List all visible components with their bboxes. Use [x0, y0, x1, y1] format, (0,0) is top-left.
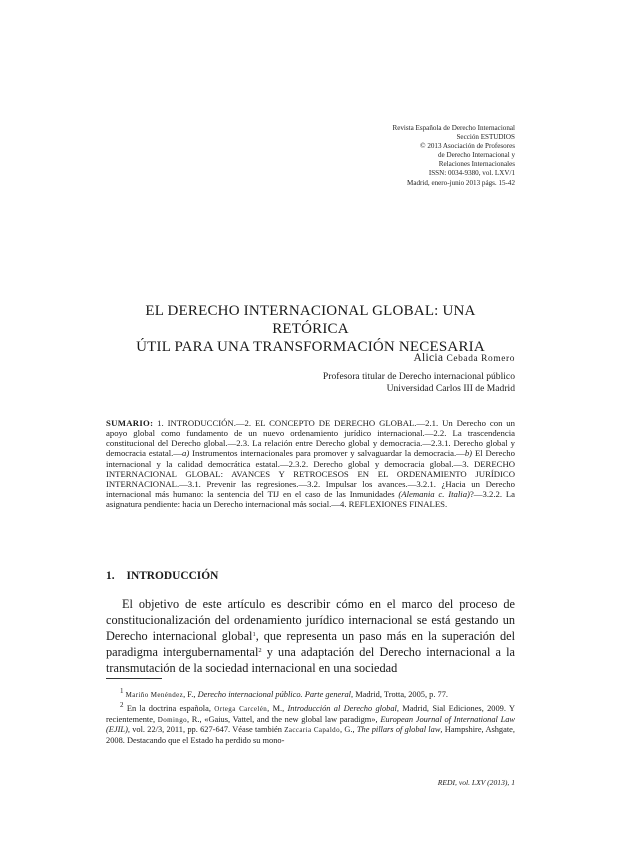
paragraph-text: y una adaptación del Derecho internacional a la transmutación de la sociedad internacional en una sociedad — [106, 645, 515, 676]
footnote-author: Zaccaria Capaldo — [284, 726, 340, 735]
footnote-work-title: Derecho internacional público. Parte general — [197, 689, 352, 699]
footnote — [106, 686, 515, 700]
footnotes — [106, 686, 515, 747]
footnote-work-title: Introducción al Derecho global — [287, 704, 397, 714]
author-first-name: Alicia — [413, 352, 444, 364]
running-footer: REDI, vol. LXV (2013), 1 — [437, 778, 515, 787]
footnote-text: En la doctrina española, — [126, 704, 215, 714]
footnote-text: , Madrid, Trotta, 2005, p. 77. — [351, 689, 449, 699]
author-position: Profesora titular de Derecho internacional público — [322, 371, 515, 382]
body-text — [106, 596, 515, 676]
paragraph — [106, 596, 515, 676]
article-title — [106, 302, 515, 356]
footnote-author: Mariño Menéndez — [125, 690, 184, 699]
summary-text: ?—3.2.2. La asignatura pendiente: hacia un Derecho internacional más social.—4. REFLEXIONES FINALES. — [106, 489, 515, 510]
footnote-text: , F., — [183, 689, 198, 699]
footnote-text: , R., «Gaius, Vattel, and the new global law paradigm», — [187, 714, 381, 724]
author-institution: Universidad Carlos III de Madrid — [386, 382, 515, 394]
summary-text: a) — [181, 448, 190, 459]
footnote-text: , M., — [267, 704, 288, 714]
issn-volume: ISSN: 0034-9380, vol. LXV/1 — [428, 169, 515, 178]
footnote — [106, 700, 515, 746]
summary-label: SUMARIO: — [106, 418, 154, 428]
section-number: 1. — [106, 570, 115, 582]
section-heading — [106, 570, 218, 582]
paragraph-text: El objetivo de este artículo es describir cómo en el marco del proceso de constitucionalización del ordenamiento jurídico internacional se está gestando un Derecho internacional global — [106, 597, 515, 644]
footnote-journal: European Journal of International Law (EJIL) — [106, 714, 515, 735]
footnote-number: 2 — [120, 701, 124, 710]
copyright-line: Relaciones Internacionales — [438, 160, 515, 169]
footnote-ref[interactable]: 2 — [258, 647, 262, 655]
place-date-pages: Madrid, enero-junio 2013 págs. 15-42 — [407, 178, 515, 187]
summary-text: Instrumentos internacionales para promover y salvaguardar la democracia.— — [189, 448, 465, 459]
journal-section: Sección ESTUDIOS — [456, 133, 515, 142]
paragraph-text: , que representa un paso más en la superación del paradigma intergubernamental — [106, 629, 515, 660]
summary-case-name: (Alemania c. Italia) — [398, 489, 470, 500]
author-last-name: Cebada Romero — [446, 354, 515, 364]
footnote-divider — [106, 678, 162, 679]
footnote-number: 1 — [120, 687, 124, 695]
summary-block — [106, 418, 515, 509]
footnote-author: Ortega Carcelén — [214, 705, 268, 714]
author-name — [413, 352, 515, 364]
footnote-ref[interactable]: 1 — [252, 631, 256, 639]
footnote-text: , Hampshire, Ashgate, 2008. Destacando que el Estado ha perdido su mono- — [106, 725, 515, 745]
title-line: ÚTIL PARA UNA TRANSFORMACIÓN NECESARIA — [136, 339, 485, 355]
title-line: EL DERECHO INTERNACIONAL GLOBAL: UNA RETÓRICA — [145, 303, 476, 337]
summary-text: 1. INTRODUCCIÓN.—2. EL CONCEPTO DE DERECHO GLOBAL.—2.1. Un Derecho con un apoyo global como fundamento de un nuevo ordenamiento jurídico internacional.—2.2. La trascendencia constitucional del Derecho global.—2.3. La relación entre Derecho global y democracia.—2.3.1. Derecho global y democracia estatal.— — [106, 418, 515, 459]
footnote-author: Domingo — [157, 715, 187, 724]
copyright-line: © 2013 Asociación de Profesores — [420, 142, 515, 151]
summary-text: b) — [464, 448, 473, 459]
footnote-text: , vol. 22/3, 2011, pp. 627-647. Véase también — [127, 725, 285, 735]
summary-text: El Derecho internacional y la calidad democrática estatal.—2.3.2. Derecho global y democracia global.—3. DERECHO INTERNACIONAL GLOBAL: AVANCES Y RETROCESOS EN EL ORDENAMIENTO JURÍDICO INTERNACIONAL.—3.1. Prevenir las regresiones.—3.2. Impulsar los avances.—3.2.1. ¿Hacia un Derecho internacional más humano: la sentencia del TIJ en el caso de las Inmunidades — [106, 448, 515, 500]
footnote-text: , Madrid, Sial Ediciones, 2009. Y recientemente, — [106, 704, 515, 724]
journal-name: Revista Española de Derecho Internacional — [392, 124, 515, 132]
footnote-text: , G., — [339, 725, 357, 735]
copyright-line: de Derecho Internacional y — [437, 151, 515, 160]
footnote-work-title: The pillars of global law — [356, 725, 441, 735]
journal-metadata — [295, 124, 515, 188]
author-affiliation — [323, 371, 515, 394]
section-title: INTRODUCCIÓN — [126, 570, 219, 582]
